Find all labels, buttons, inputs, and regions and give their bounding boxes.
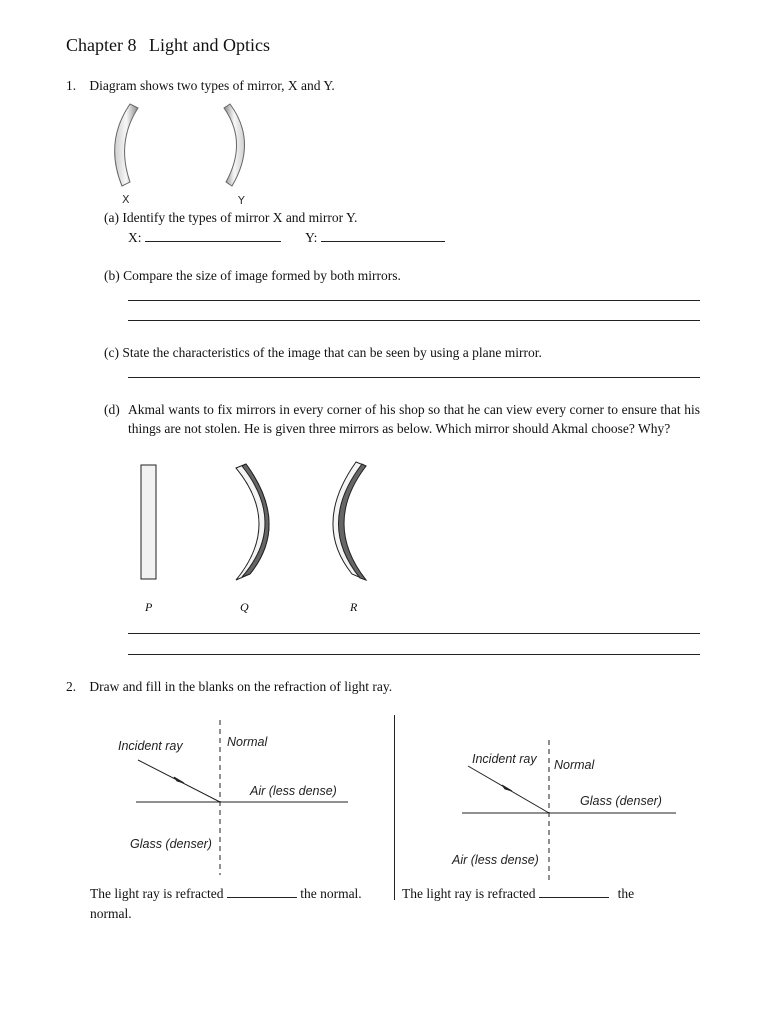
left-normal-label: Normal <box>227 735 268 749</box>
right-sentence-before: The light ray is refracted <box>402 886 536 901</box>
q1a-x-blank[interactable] <box>145 229 281 242</box>
right-sentence <box>402 884 634 903</box>
left-ray-arrow <box>174 777 184 783</box>
q1b-text: Compare the size of image formed by both mirrors. <box>123 268 401 283</box>
right-bottom-medium-label: Air (less dense) <box>452 853 539 867</box>
right-sentence-blank[interactable] <box>539 885 609 898</box>
page-title <box>66 35 270 56</box>
mirror-y-shape <box>224 104 245 186</box>
q1-number: 1. <box>66 78 77 93</box>
q1a-x-prefix: X: <box>128 230 142 245</box>
diagram-divider <box>394 715 395 900</box>
q2-stem-row <box>66 677 392 696</box>
right-incident-label: Incident ray <box>472 752 537 766</box>
mirror-x-shape <box>115 104 138 186</box>
q1b-answer-line-1[interactable] <box>128 300 700 301</box>
chapter-number: Chapter 8 <box>66 35 137 55</box>
mirror-pqr-figure <box>130 460 390 590</box>
q2-number: 2. <box>66 679 77 694</box>
q2-stem: Draw and fill in the blanks on the refraction of light ray. <box>89 679 393 694</box>
mirror-r-backing <box>338 464 366 580</box>
q1-stem-row <box>66 76 335 95</box>
right-ray-arrow <box>502 785 512 791</box>
q1c-answer-line[interactable] <box>128 377 700 378</box>
right-sentence-after: the <box>617 886 635 901</box>
q1d-text: Akmal wants to fix mirrors in every corner of his shop so that he can view every corner to ensure that his things are not stolen. He is given three mirrors as below. Which mirror should Akmal choose? Why? <box>128 402 700 436</box>
q1d-label: (d) <box>104 402 120 417</box>
q1d-answer-line-1[interactable] <box>128 633 700 634</box>
q1b-label: (b) <box>104 268 120 283</box>
mirror-x-label: X <box>122 193 130 206</box>
left-sentence-after: the normal. <box>300 886 362 901</box>
q1c-text: State the characteristics of the image that can be seen by using a plane mirror. <box>122 345 542 360</box>
q1c-label: (c) <box>104 345 119 360</box>
left-sentence <box>90 884 362 903</box>
q1b-row <box>104 266 401 285</box>
mirror-p-label: P <box>145 600 153 614</box>
left-incident-label: Incident ray <box>118 739 183 753</box>
q1a-label: (a) <box>104 210 119 225</box>
mirror-xy-figure <box>108 98 288 208</box>
q1a-y-prefix: Y: <box>305 230 318 245</box>
left-sentence-blank[interactable] <box>227 885 297 898</box>
left-top-medium-label: Air (less dense) <box>250 784 337 798</box>
mirror-r-label: R <box>350 600 358 614</box>
q1d-answer-line-2[interactable] <box>128 654 700 655</box>
right-top-medium-label: Glass (denser) <box>580 794 662 808</box>
right-normal-label: Normal <box>554 758 595 772</box>
left-bottom-medium-label: Glass (denser) <box>130 837 212 851</box>
q1a-text: Identify the types of mirror X and mirror Y. <box>122 210 358 225</box>
refraction-diagram-left <box>110 715 370 875</box>
q1-stem: Diagram shows two types of mirror, X and Y. <box>89 78 335 93</box>
right-sentence-wrap: normal. <box>90 906 132 921</box>
q1a-y-blank[interactable] <box>321 229 445 242</box>
left-sentence-before: The light ray is refracted <box>90 886 224 901</box>
mirror-y-label: Y <box>238 194 245 207</box>
refraction-diagram-right <box>450 740 690 900</box>
mirror-p-shape <box>141 465 156 579</box>
chapter-title: Light and Optics <box>148 35 270 55</box>
mirror-q-label: Q <box>240 600 249 614</box>
q1c-row <box>104 343 542 362</box>
q1b-answer-line-2[interactable] <box>128 320 700 321</box>
q1a-answer-row <box>128 228 445 247</box>
q1a-row <box>104 208 357 227</box>
